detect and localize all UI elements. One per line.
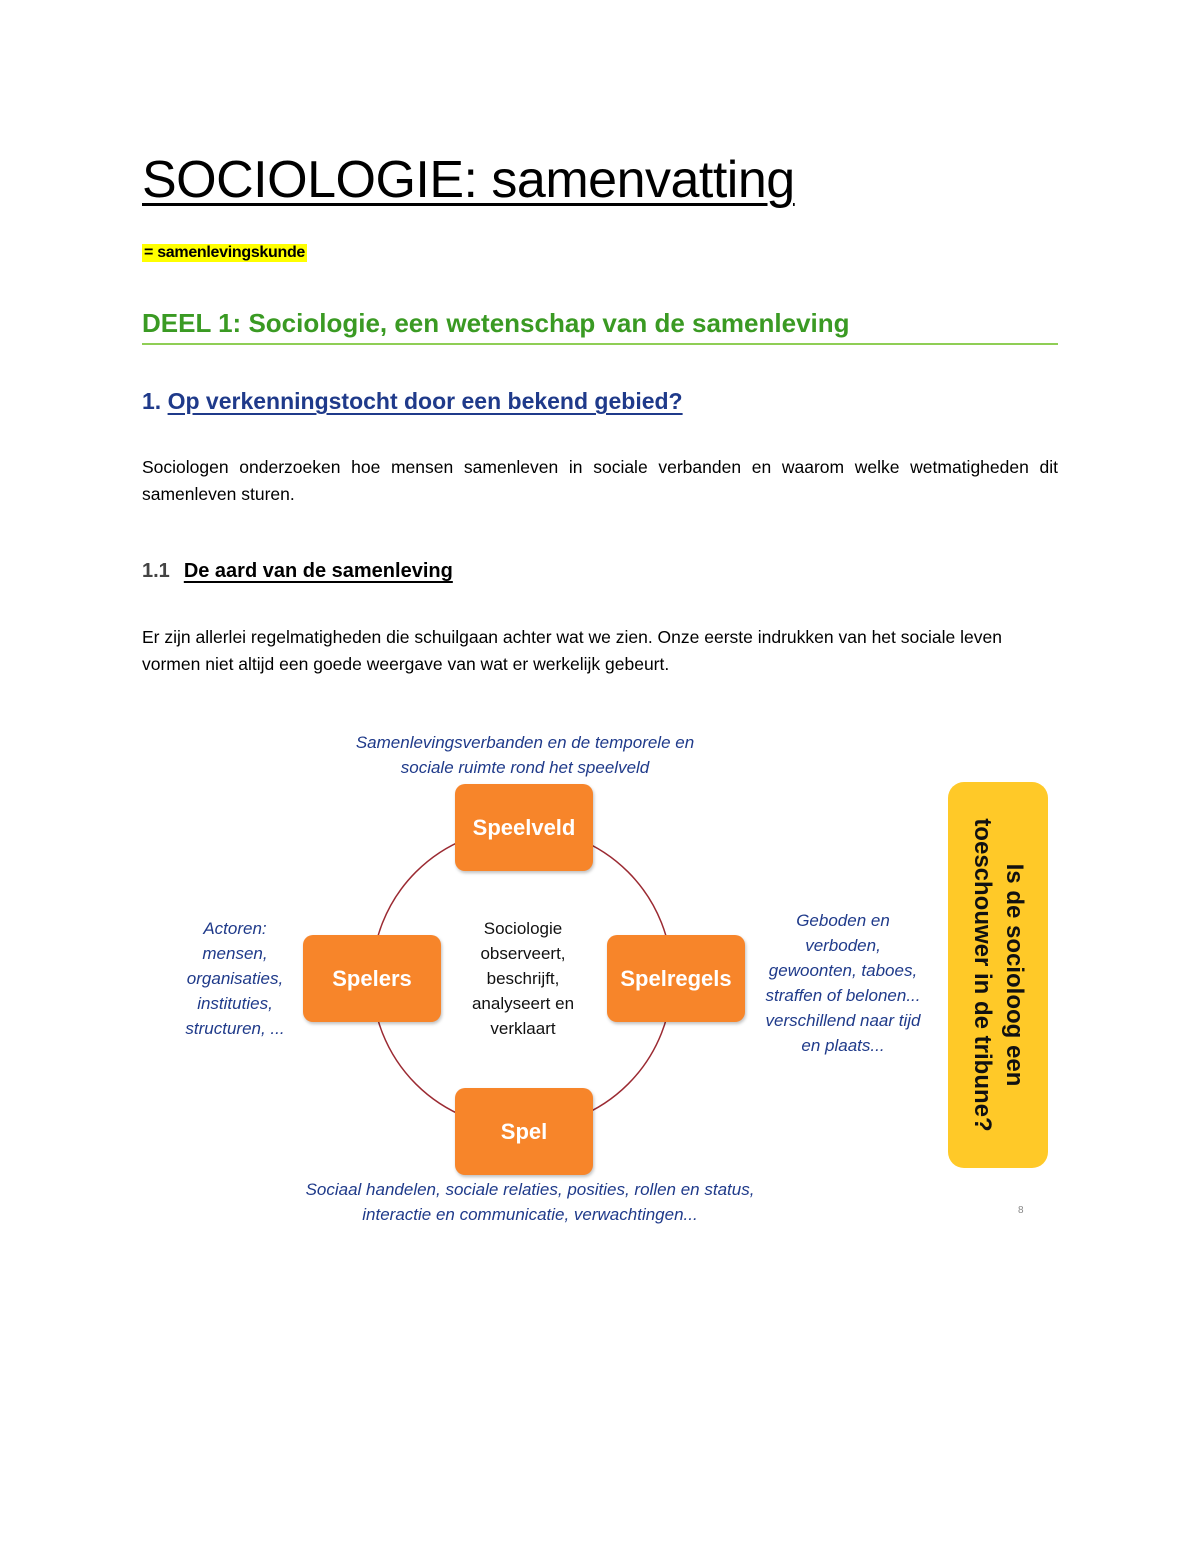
note-bottom-line: Sociaal handelen, sociale relaties, posities, rollen en status,: [305, 1180, 755, 1199]
note-right-line: en plaats...: [801, 1036, 885, 1055]
note-right-line: verboden,: [805, 936, 881, 955]
note-right-line: gewoonten, taboes,: [768, 961, 918, 980]
part-heading: DEEL 1: Sociologie, een wetenschap van de samenleving: [142, 308, 1058, 345]
center-line: analyseert en: [471, 994, 575, 1013]
side-question-line: Is de socioloog een: [1001, 863, 1028, 1087]
note-left-line: instituties,: [197, 994, 273, 1013]
paragraph-aard: Er zijn allerlei regelmatigheden die schuilgaan achter wat we zien. Onze eerste indrukken van het sociale leven vormen niet altijd een goede weergave van wat er werkelijk gebeurt.: [142, 627, 1002, 674]
section-number: 1.: [142, 388, 162, 414]
note-left-line: organisaties,: [186, 969, 284, 988]
center-line: observeert,: [480, 944, 566, 963]
side-question-text: [966, 785, 1030, 1165]
box-spel: Spel: [455, 1088, 593, 1175]
slide-page-number: 8: [1018, 1205, 1024, 1216]
note-right-line: Geboden en: [796, 911, 890, 930]
box-spelregels: Spelregels: [607, 935, 745, 1022]
note-left-line: structuren, ...: [185, 1019, 285, 1038]
subtitle-highlight: = samenlevingskunde: [144, 244, 306, 261]
note-right-line: verschillend naar tijd: [765, 1011, 921, 1030]
document-title: SOCIOLOGIE: samenvatting: [142, 151, 795, 209]
center-line: Sociologie: [483, 919, 563, 938]
subsection-number: 1.1: [142, 560, 170, 582]
side-question-line: toeschouwer in de tribune?: [969, 818, 996, 1132]
center-text: [458, 916, 588, 1041]
paragraph-intro: Sociologen onderzoeken hoe mensen samenleven in sociale verbanden en waarom welke wetmatigheden dit samenleven sturen.: [142, 457, 1058, 504]
subsection-title: De aard van de samenleving: [183, 560, 453, 582]
note-left: [170, 916, 300, 1041]
note-right-line: straffen of belonen...: [765, 986, 921, 1005]
note-top: [320, 730, 730, 780]
note-top-line: sociale ruimte rond het speelveld: [400, 758, 650, 777]
center-line: verklaart: [490, 1019, 556, 1038]
note-bottom-line: interactie en communicatie, verwachtingen...: [362, 1205, 698, 1224]
center-line: beschrijft,: [486, 969, 560, 988]
section-title: Op verkenningstocht door een bekend gebied?: [167, 388, 683, 414]
box-spelers: Spelers: [303, 935, 441, 1022]
note-right: [748, 908, 938, 1058]
note-bottom: [265, 1177, 795, 1227]
note-top-line: Samenlevingsverbanden en de temporele en: [355, 733, 695, 752]
note-left-line: mensen,: [202, 944, 268, 963]
note-left-line: Actoren:: [203, 919, 267, 938]
box-speelveld: Speelveld: [455, 784, 593, 871]
